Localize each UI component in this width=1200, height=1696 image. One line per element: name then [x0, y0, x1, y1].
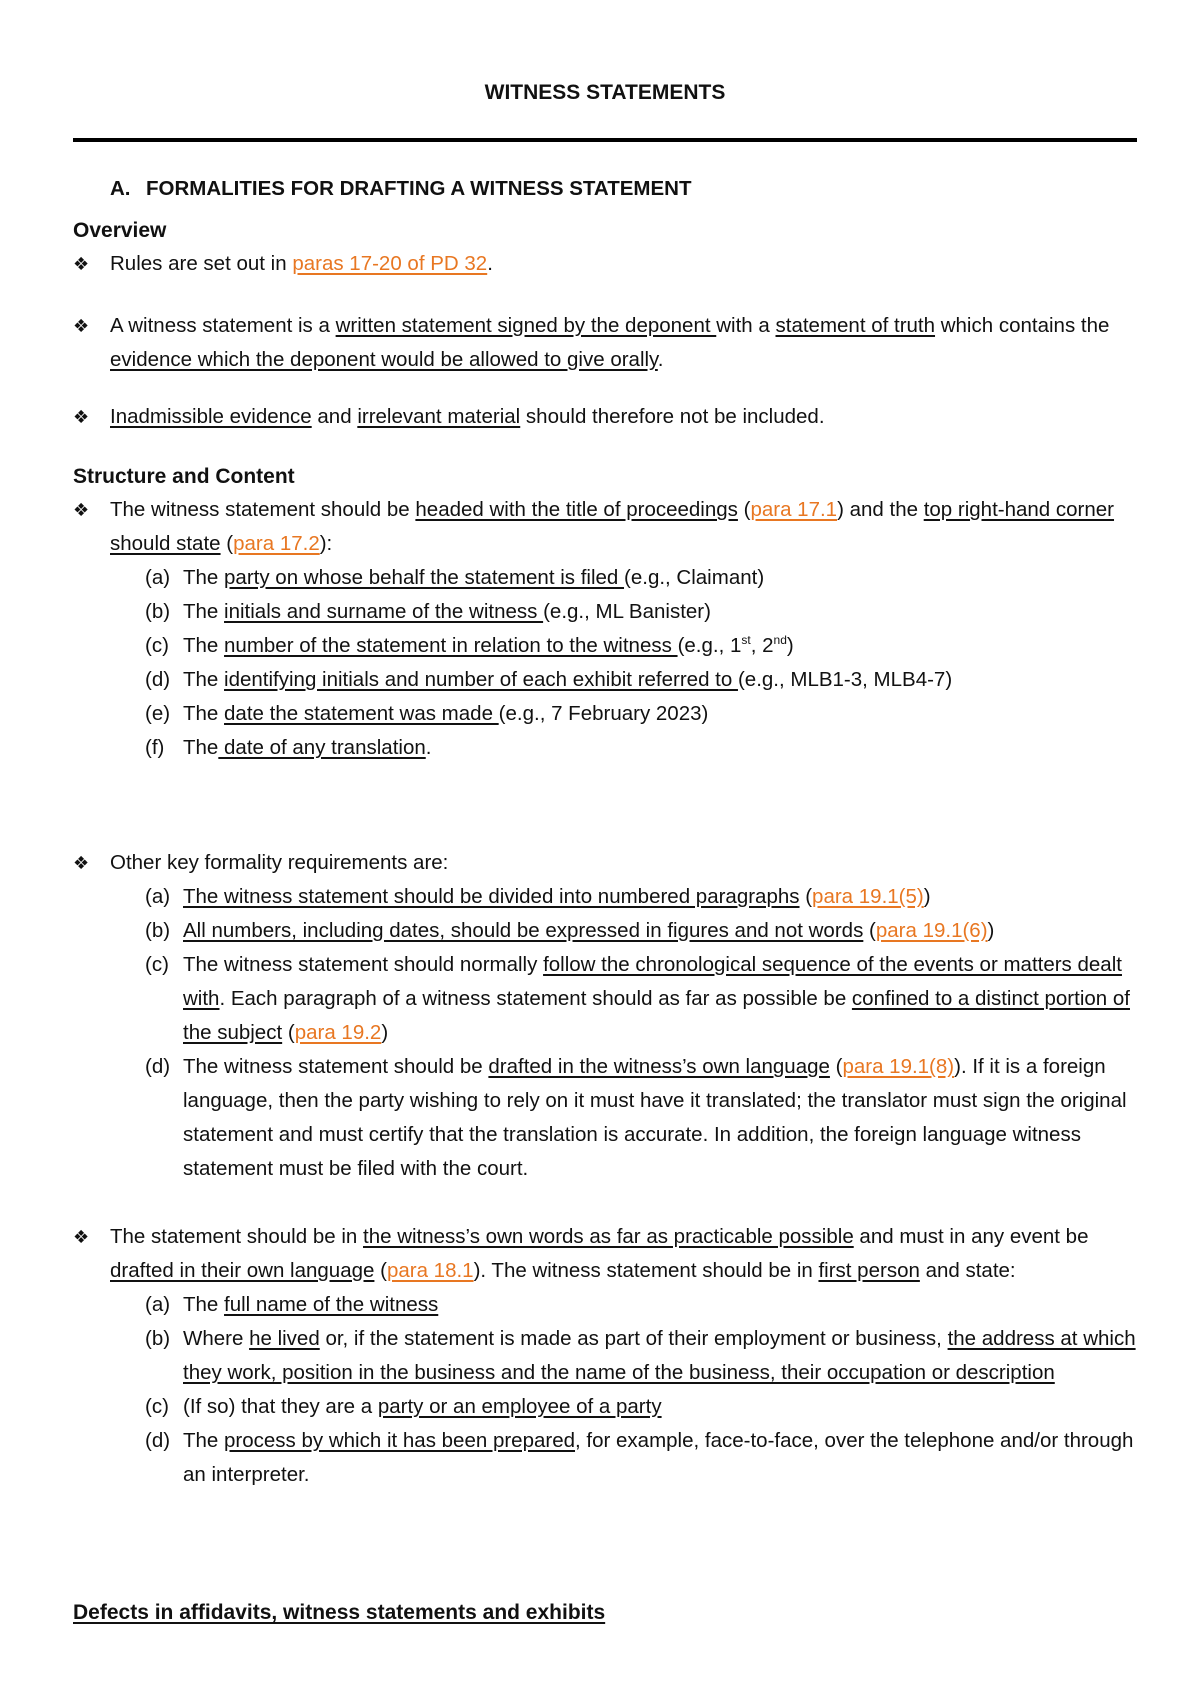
- list-item: (d) The identifying initials and number of each exhibit referred to (e.g., MLB1-3, MLB4-7): [145, 668, 953, 691]
- link-para-17-1[interactable]: para 17.1: [750, 498, 838, 521]
- structure-bullet-2: ❖ Other key formality requirements are: (a) The witness statement should be divided into numbered paragraphs (para 19.1(5)) (b) All numbers, including dates, should be expressed in figures and not words (para 19.1(6)) (c) The witness statement should normally follow the chronological sequence of the events or matters dealt with. Each paragraph of a witness statement should as far as possible be confined to a distinct portion of the subject (para 19.2) (d) The witness statement should be drafted in the witness’s own language (para 19.1(8)). If it is a foreign language, then the party wishing to rely on it must have it translated; the translator must sign the original statement and must certify that the translation is accurate. In addition, the foreign language witness statement must be filed with the court.: [73, 846, 1137, 1186]
- link-para-19-1-5[interactable]: para 19.1(5): [812, 885, 924, 908]
- diamond-bullet-icon: ❖: [73, 316, 90, 336]
- link-pd32[interactable]: paras 17-20 of PD 32: [292, 252, 488, 275]
- title-divider: [73, 138, 1137, 142]
- list-item: (f) The date of any translation.: [145, 736, 432, 759]
- diamond-bullet-icon: ❖: [73, 407, 90, 427]
- section-title: FORMALITIES FOR DRAFTING A WITNESS STATEMENT: [146, 177, 692, 200]
- link-para-17-2[interactable]: para 17.2: [233, 532, 320, 555]
- overview-heading: Overview: [73, 219, 167, 242]
- list-item: (b) Where he lived or, if the statement is made as part of their employment or business, the address at which they work, position in the business and the name of the business, their occupation or description: [145, 1327, 1136, 1384]
- list-item: (b) The initials and surname of the witness (e.g., ML Banister): [145, 600, 711, 623]
- section-number: A.: [110, 177, 131, 200]
- list-item: (a) The witness statement should be divided into numbered paragraphs (para 19.1(5)): [145, 885, 931, 908]
- list-item: (c) (If so) that they are a party or an employee of a party: [145, 1395, 662, 1418]
- link-para-19-1-8[interactable]: para 19.1(8): [842, 1055, 955, 1078]
- diamond-bullet-icon: ❖: [73, 853, 90, 873]
- overview-bullet-3: ❖ Inadmissible evidence and irrelevant material should therefore not be included.: [73, 400, 1137, 434]
- overview-bullet-1: ❖ Rules are set out in paras 17-20 of PD 32.: [73, 247, 1137, 281]
- list-item: (d) The witness statement should be drafted in the witness’s own language (para 19.1(8)). If it is a foreign language, then the party wishing to rely on it must have it translated; the translator must sign the original statement and must certify that the translation is accurate. In addition, the foreign language witness statement must be filed with the court.: [145, 1055, 1127, 1180]
- structure-heading: Structure and Content: [73, 465, 295, 488]
- link-para-19-1-6[interactable]: para 19.1(6): [875, 919, 988, 942]
- diamond-bullet-icon: ❖: [73, 500, 90, 520]
- list-item: (e) The date the statement was made (e.g., 7 February 2023): [145, 702, 709, 725]
- list-item: (a) The full name of the witness: [145, 1293, 439, 1316]
- document-title: WITNESS STATEMENTS: [484, 81, 726, 104]
- structure-bullet-1: ❖ The witness statement should be headed with the title of proceedings (para 17.1) and the top right-hand corner should state (para 17.2): (a) The party on whose behalf the statement is filed (e.g., Claimant) (b) The initials and surname of the witness (e.g., ML Banister) (c) The number of the statement in relation to the witness (e.g., 1st, 2nd) (d) The identifying initials and number of each exhibit referred to (e.g., MLB1-3, MLB4-7) (e) The date the statement was made (e.g., 7 February 2023) (f) The date of any translation.: [73, 493, 1137, 765]
- list-item: (b) All numbers, including dates, should be expressed in figures and not words (para 19.1(6)): [145, 919, 995, 942]
- overview-bullet-2: ❖ A witness statement is a written statement signed by the deponent with a statement of truth which contains the evidence which the deponent would be allowed to give orally.: [73, 309, 1137, 377]
- list-item: (a) The party on whose behalf the statement is filed (e.g., Claimant): [145, 566, 765, 589]
- diamond-bullet-icon: ❖: [73, 1227, 90, 1247]
- diamond-bullet-icon: ❖: [73, 254, 90, 274]
- list-item: (c) The number of the statement in relation to the witness (e.g., 1st, 2nd): [145, 633, 794, 657]
- link-para-19-2[interactable]: para 19.2: [294, 1021, 382, 1044]
- structure-bullet-3: ❖ The statement should be in the witness’s own words as far as practicable possible and must in any event be drafted in their own language (para 18.1). The witness statement should be in first person and state: (a) The full name of the witness (b) Where he lived or, if the statement is made as part of their employment or business, the address at which they work, position in the business and the name of the business, their occupation or description (c) (If so) that they are a party or an employee of a party (d) The process by which it has been prepared, for example, face-to-face, over the telephone and/or through an interpreter.: [73, 1220, 1137, 1492]
- list-item: (c) The witness statement should normally follow the chronological sequence of the events or matters dealt with. Each paragraph of a witness statement should as far as possible be confined to a distinct portion of the subject (para 19.2): [145, 953, 1130, 1044]
- section-a-heading: [110, 172, 692, 206]
- list-item: (d) The process by which it has been prepared, for example, face-to-face, over the telephone and/or through an interpreter.: [145, 1429, 1134, 1486]
- link-para-18-1[interactable]: para 18.1: [386, 1259, 474, 1282]
- defects-heading: Defects in affidavits, witness statements and exhibits: [73, 1601, 606, 1624]
